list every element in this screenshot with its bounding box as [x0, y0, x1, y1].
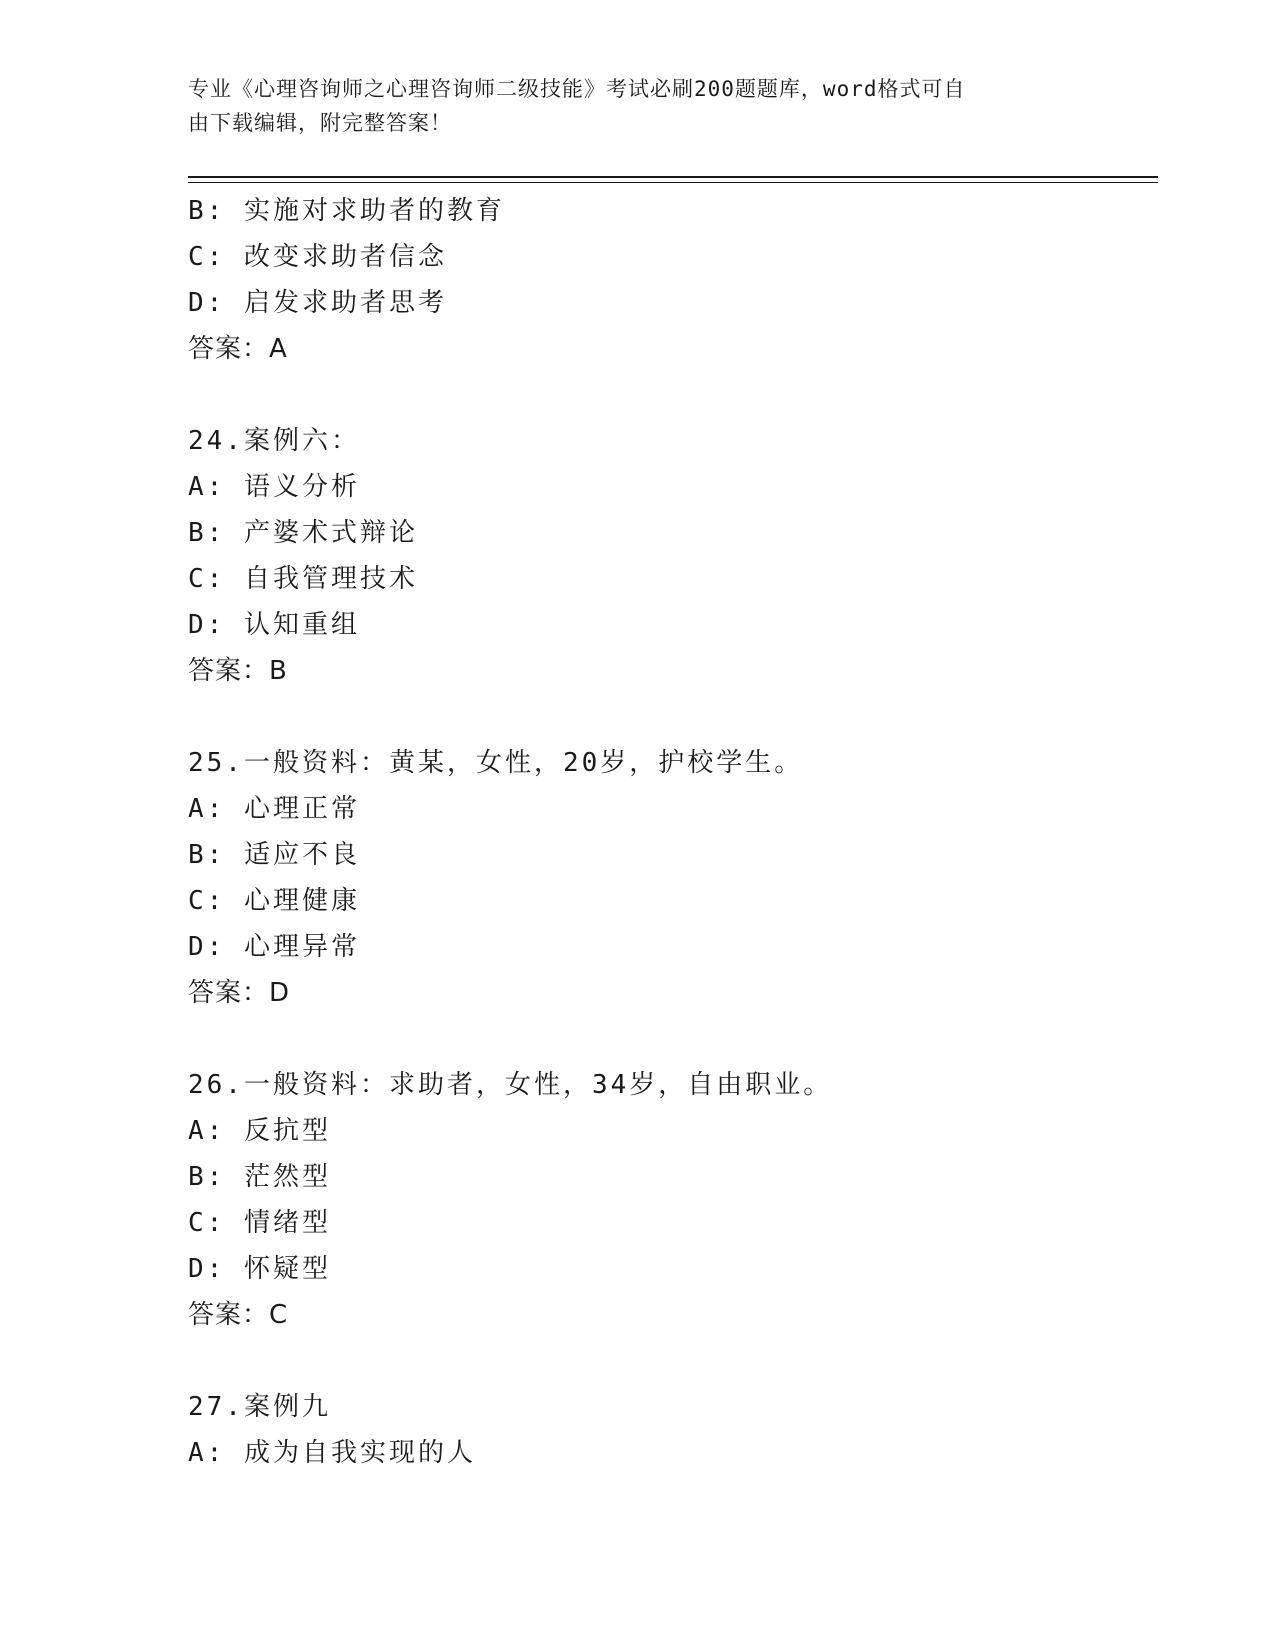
header-divider-thick [188, 176, 1158, 178]
option-line [188, 1246, 1148, 1292]
option-text: 茫然型 [243, 1162, 331, 1192]
option-label: A: [188, 794, 226, 824]
option-text: 心理异常 [243, 932, 360, 962]
option-line [188, 510, 1148, 556]
question-stem: 24.案例六： [188, 426, 360, 456]
option-label: C: [188, 242, 226, 272]
question-block-continued [188, 188, 1148, 372]
option-text: 认知重组 [243, 610, 360, 640]
option-text: 心理健康 [243, 886, 360, 916]
option-text: 语义分析 [243, 472, 360, 502]
spacer [188, 1338, 1148, 1384]
option-line [188, 1154, 1148, 1200]
option-line [188, 188, 1148, 234]
header-line-1: 专业《心理咨询师之心理咨询师二级技能》考试必刷200题题库，word格式可自 [188, 77, 966, 101]
option-label: A: [188, 1116, 226, 1146]
option-line [188, 924, 1148, 970]
option-line [188, 602, 1148, 648]
option-label: D: [188, 932, 226, 962]
option-label: A: [188, 1438, 226, 1468]
option-line [188, 464, 1148, 510]
option-text: 怀疑型 [243, 1254, 331, 1284]
option-line [188, 786, 1148, 832]
header-line-2: 由下载编辑，附完整答案！ [188, 111, 452, 135]
option-line [188, 832, 1148, 878]
option-line [188, 556, 1148, 602]
question-block [188, 1062, 1148, 1338]
option-text: 情绪型 [243, 1208, 331, 1238]
answer-line: 答案：D [188, 978, 291, 1008]
option-text: 改变求助者信念 [243, 242, 447, 272]
question-stem: 26.一般资料：求助者，女性，34岁，自由职业。 [188, 1070, 833, 1100]
option-label: B: [188, 1162, 226, 1192]
question-stem: 25.一般资料：黄某，女性，20岁，护校学生。 [188, 748, 804, 778]
option-text: 启发求助者思考 [243, 288, 447, 318]
option-label: D: [188, 288, 226, 318]
question-block [188, 418, 1148, 694]
option-label: A: [188, 472, 226, 502]
option-label: D: [188, 610, 226, 640]
spacer [188, 372, 1148, 418]
question-stem: 27.案例九 [188, 1392, 331, 1422]
option-label: B: [188, 196, 226, 226]
option-line [188, 1108, 1148, 1154]
option-label: C: [188, 564, 226, 594]
option-text: 成为自我实现的人 [243, 1438, 476, 1468]
option-line [188, 280, 1148, 326]
option-text: 心理正常 [243, 794, 360, 824]
spacer [188, 694, 1148, 740]
option-text: 适应不良 [243, 840, 360, 870]
option-line [188, 1200, 1148, 1246]
answer-line: 答案：B [188, 656, 288, 686]
document-header [188, 72, 1068, 140]
option-label: D: [188, 1254, 226, 1284]
header-divider-thin [188, 182, 1158, 183]
option-label: B: [188, 518, 226, 548]
option-text: 实施对求助者的教育 [243, 196, 505, 226]
answer-line: 答案：A [188, 334, 288, 364]
option-text: 产婆术式辩论 [243, 518, 418, 548]
question-block [188, 740, 1148, 1016]
option-text: 反抗型 [243, 1116, 331, 1146]
option-line [188, 234, 1148, 280]
answer-line: 答案：C [188, 1300, 289, 1330]
spacer [188, 1016, 1148, 1062]
option-label: C: [188, 886, 226, 916]
question-block [188, 1384, 1148, 1476]
option-label: C: [188, 1208, 226, 1238]
question-list [188, 188, 1148, 1476]
option-text: 自我管理技术 [243, 564, 418, 594]
option-label: B: [188, 840, 226, 870]
option-line [188, 1430, 1148, 1476]
option-line [188, 878, 1148, 924]
